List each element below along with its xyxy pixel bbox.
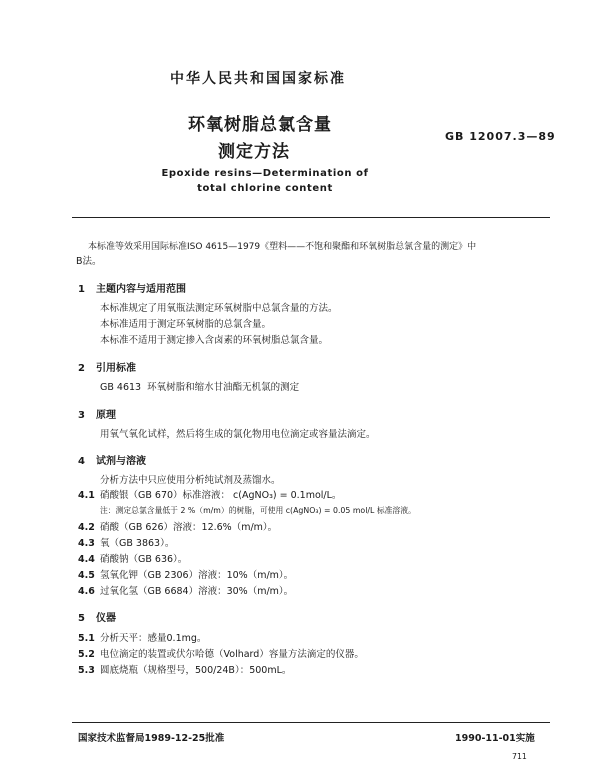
section2-number: 2	[78, 363, 85, 374]
item-4-5-text: 氢氧化钾（GB 2306）溶液：10%（m/m）。	[100, 570, 294, 581]
item-4-1-number: 4.1	[78, 490, 95, 501]
item-5-3-number: 5.3	[78, 665, 95, 676]
section1-number: 1	[78, 284, 85, 295]
item-4-2	[78, 521, 277, 535]
item-5-1	[78, 632, 206, 646]
item-4-3	[78, 537, 174, 551]
section1-title: 主题内容与适用范围	[96, 284, 186, 295]
section4-number: 4	[78, 456, 85, 467]
item-5-2-number: 5.2	[78, 649, 95, 660]
section2-line: GB 4613 环氧树脂和缩水甘油酯无机氯的测定	[100, 382, 300, 393]
section1-line1: 本标准规定了用氧瓶法测定环氧树脂中总氯含量的方法。	[100, 303, 338, 314]
page-number: 711	[512, 752, 527, 761]
effective-date: 1990-11-01实施	[455, 733, 535, 744]
section3-number: 3	[78, 410, 85, 421]
item-5-1-text: 分析天平：感量0.1mg。	[100, 633, 207, 644]
section3-heading	[78, 406, 116, 421]
item-5-3-text: 圆底烧瓶（规格型号，500/24B）：500mL。	[100, 665, 292, 676]
section1-line2: 本标准适用于测定环氧树脂的总氯含量。	[100, 319, 272, 330]
item-5-1-number: 5.1	[78, 633, 95, 644]
document-title-line2: 测定方法	[218, 142, 290, 162]
section2-heading	[78, 359, 136, 374]
section2-title: 引用标准	[96, 363, 136, 374]
item-4-5-number: 4.5	[78, 570, 95, 581]
item-4-2-number: 4.2	[78, 522, 95, 533]
item-4-2-text: 硝酸（GB 626）溶液：12.6%（m/m）。	[100, 522, 278, 533]
approval-date: 国家技术监督局1989-12-25批准	[78, 733, 225, 744]
section4-heading	[78, 452, 146, 467]
english-title-line2: total chlorine content	[197, 183, 333, 194]
item-4-4-number: 4.4	[78, 554, 95, 565]
intro-line1: 本标准等效采用国际标准ISO 4615—1979《塑料——不饱和聚酯和环氧树脂总氯含量的测定》中	[88, 242, 477, 252]
section1-line3: 本标准不适用于测定掺入含卤素的环氧树脂总氯含量。	[100, 335, 329, 346]
section5-heading	[78, 609, 116, 624]
section3-line: 用氧气氧化试样，然后将生成的氯化物用电位滴定或容量法滴定。	[100, 429, 376, 440]
item-4-4	[78, 553, 187, 567]
section4-note: 注：测定总氯含量低于 2 %（m/m）的树脂，可使用 c(AgNO₃) = 0.05 mol/L 标准溶液。	[100, 506, 416, 515]
section5-title: 仪器	[96, 613, 116, 624]
item-5-2	[78, 648, 364, 662]
item-4-6	[78, 585, 293, 599]
header-divider	[72, 217, 550, 218]
standard-number: GB 12007.3—89	[445, 130, 556, 143]
section4-intro: 分析方法中只应使用分析纯试剂及蒸馏水。	[100, 475, 281, 486]
item-4-5	[78, 569, 293, 583]
item-4-3-text: 氧（GB 3863）。	[100, 538, 175, 549]
intro-line2: B法。	[76, 256, 102, 267]
item-4-4-text: 硝酸钠（GB 636）。	[100, 554, 188, 565]
item-4-1	[78, 489, 341, 503]
national-standard-heading: 中华人民共和国国家标准	[170, 71, 346, 87]
item-4-1-text: 硝酸银（GB 670）标准溶液： c(AgNO₃) = 0.1mol/L。	[100, 490, 342, 501]
item-4-6-text: 过氧化氢（GB 6684）溶液：30%（m/m）。	[100, 586, 294, 597]
item-4-6-number: 4.6	[78, 586, 95, 597]
document-title-line1: 环氧树脂总氯含量	[188, 115, 332, 135]
section4-title: 试剂与溶液	[96, 456, 146, 467]
section1-heading	[78, 280, 186, 295]
item-4-3-number: 4.3	[78, 538, 95, 549]
footer-divider	[72, 722, 550, 723]
section5-number: 5	[78, 613, 85, 624]
item-5-2-text: 电位滴定的装置或伏尔哈德（Volhard）容量方法滴定的仪器。	[100, 649, 364, 660]
english-title-line1: Epoxide resins—Determination of	[161, 168, 369, 179]
section3-title: 原理	[96, 410, 116, 421]
item-5-3	[78, 664, 291, 678]
